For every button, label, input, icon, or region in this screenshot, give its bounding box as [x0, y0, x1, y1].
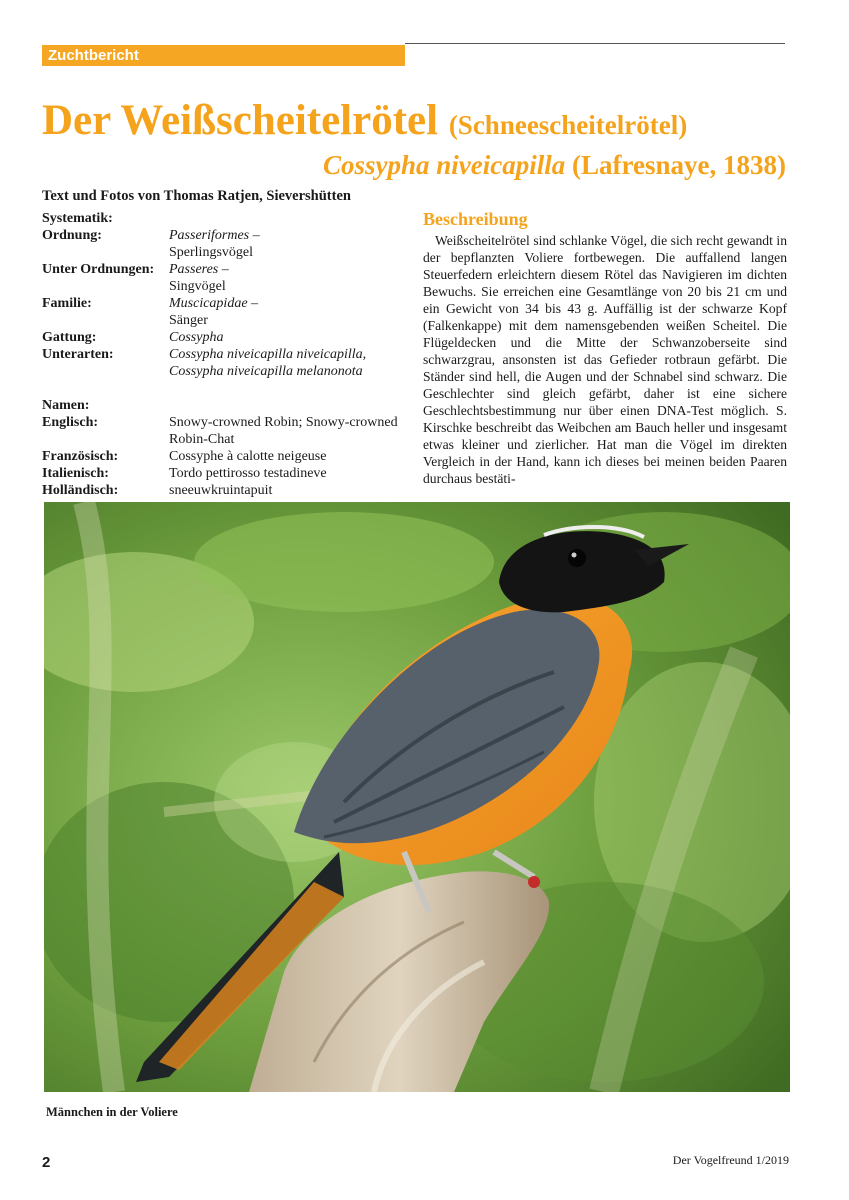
unterordnung-german: Singvögel — [169, 279, 226, 294]
italienisch-value: Tordo pettirosso testadineve — [169, 466, 327, 481]
gattung-row — [42, 329, 412, 346]
article-title — [42, 96, 802, 150]
italienisch-row — [42, 465, 412, 482]
unterordnung-row — [42, 261, 412, 295]
title-main: Der Weißscheitelrötel — [42, 97, 439, 144]
gattung-value: Cossypha — [169, 330, 224, 345]
franzoesisch-row — [42, 448, 412, 465]
italienisch-key: Italienisch: — [42, 466, 109, 481]
ordnung-german: Sperlingsvögel — [169, 245, 253, 260]
franzoesisch-key: Französisch: — [42, 449, 119, 464]
latin-name: Cossypha niveicapilla — [323, 150, 566, 180]
beschreibung-text: Weißscheitelrötel sind schlanke Vögel, die sich recht gewandt in der bepflanzten Voliere fortbewegen. Die auffallend langen Steuerfedern erleichtern diesem Rötel das Navigieren im dichten Bewuchs. Sie erreichen eine Gesamtlänge von 20 bis 21 cm und ein Gewicht von 34 bis 43 g. Auffällig ist der schwarze Kopf (Falkenkappe) mit dem namensgebenden weißen Scheitel. Die Flügeldecken und die Mitte der Schwanzoberseite sind schwarzgrau, ansonsten ist das Gefieder rotbraun gefärbt. Die Ständer sind hell, die Augen und der Schnabel sind schwarz. Die Geschlechter sind gleich gefärbt, daher ist eine sichere Geschlechtsbestimmung nur über einen DNA-Test möglich. S. Kirschke beschreibt das Weibchen am Bauch heller und insgesamt etwas kleiner und zierlicher. Hat man die Vögel im direkten Vergleich in der Hand, kann ich dieses bei meinen beiden Paaren durchaus bestäti- — [423, 233, 787, 486]
systematik-heading: Systematik: — [42, 211, 113, 226]
page-number: 2 — [42, 1154, 51, 1171]
bird-photo — [44, 502, 790, 1092]
unterordnung-latin: Passeres – — [169, 262, 229, 277]
unterordnung-value — [169, 261, 412, 295]
header-rule — [405, 43, 785, 44]
hollaendisch-key: Holländisch: — [42, 483, 119, 498]
unterarten-row — [42, 346, 412, 380]
gattung-key: Gattung: — [42, 330, 97, 345]
franzoesisch-value: Cossyphe à calotte neigeuse — [169, 449, 327, 464]
familie-latin: Muscicapidae – — [169, 296, 259, 311]
author-year: (Lafresnaye, 1838) — [572, 150, 786, 180]
ordnung-row — [42, 227, 412, 261]
beschreibung-heading: Beschreibung — [423, 209, 528, 229]
namen-heading: Namen: — [42, 398, 90, 413]
unterarten-key: Unterarten: — [42, 347, 114, 362]
familie-german: Sänger — [169, 313, 208, 328]
ordnung-value — [169, 227, 412, 261]
unterart-1: Cossypha niveicapilla niveicapilla, — [169, 347, 367, 362]
familie-value — [169, 295, 412, 329]
title-alt-name: (Schneescheitelrötel) — [448, 110, 688, 140]
hollaendisch-value: sneeuwkruintapuit — [169, 483, 273, 498]
englisch-row — [42, 414, 412, 448]
journal-footer: Der Vogelfreund 1/2019 — [672, 1153, 789, 1167]
spacer — [42, 380, 412, 397]
ordnung-key: Ordnung: — [42, 228, 102, 243]
englisch-line-1: Snowy-crowned Robin; Snowy-crowned — [169, 415, 398, 430]
systematics-box — [42, 210, 412, 499]
byline: Text und Fotos von Thomas Ratjen, Sievershütten — [42, 188, 351, 204]
englisch-key: Englisch: — [42, 415, 99, 430]
hollaendisch-row — [42, 482, 412, 499]
scientific-name — [323, 148, 786, 182]
ordnung-latin: Passeriformes – — [169, 228, 260, 243]
namen-heading-row — [42, 397, 412, 414]
englisch-line-2: Robin-Chat — [169, 432, 235, 447]
systematik-heading-row — [42, 210, 412, 227]
unterarten-value — [169, 346, 412, 380]
englisch-value — [169, 414, 412, 448]
unterart-2: Cossypha niveicapilla melanonota — [169, 364, 363, 379]
familie-key: Familie: — [42, 296, 92, 311]
unterordnung-key: Unter Ordnungen: — [42, 262, 155, 277]
photo-caption: Männchen in der Voliere — [46, 1105, 178, 1119]
section-tag: Zuchtbericht — [42, 45, 405, 66]
familie-row — [42, 295, 412, 329]
